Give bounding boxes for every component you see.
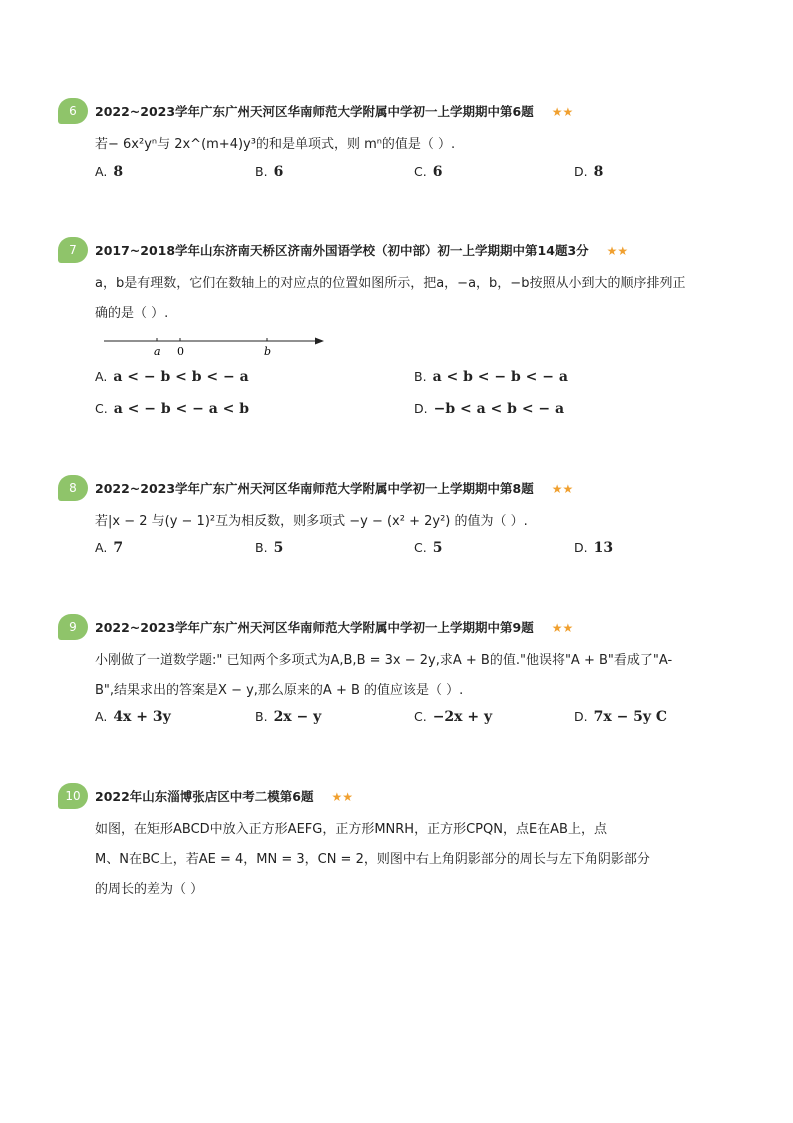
option-c[interactable]: C. 6 bbox=[414, 164, 443, 180]
question-source bbox=[95, 102, 573, 120]
number-line-figure bbox=[102, 331, 332, 359]
option-d[interactable]: D. −b < a < b < − a bbox=[414, 401, 565, 417]
difficulty-stars: ★★ bbox=[551, 482, 574, 496]
option-a[interactable]: A. 4x + 3y bbox=[95, 709, 171, 725]
source-text: 2017~2018学年山东济南天桥区济南外国语学校（初中部）初一上学期期中第14题3分 bbox=[95, 243, 589, 258]
source-text: 2022~2023学年广东广州天河区华南师范大学附属中学初一上学期期中第8题 bbox=[95, 481, 534, 496]
question-number-badge: 7 bbox=[58, 237, 88, 263]
option-a[interactable]: A. 8 bbox=[95, 164, 124, 180]
option-d[interactable]: D. 13 bbox=[574, 540, 614, 556]
question-stem-line-3: 的周长的差为（ ） bbox=[95, 882, 204, 897]
question-source bbox=[95, 241, 628, 259]
option-b[interactable]: B. 2x − y bbox=[255, 709, 322, 725]
option-b[interactable]: B. 6 bbox=[255, 164, 284, 180]
option-d[interactable]: D. 7x − 5y C bbox=[574, 709, 668, 725]
question-number-badge: 6 bbox=[58, 98, 88, 124]
source-text: 2022~2023学年广东广州天河区华南师范大学附属中学初一上学期期中第6题 bbox=[95, 104, 534, 119]
axis-label-a: a bbox=[154, 345, 161, 358]
option-b[interactable]: B. a < b < − b < − a bbox=[414, 369, 568, 385]
question-stem-line-2: B",结果求出的答案是X − y,那么原来的A + B 的值应该是（ ）. bbox=[95, 683, 464, 698]
axis-label-b: b bbox=[264, 345, 272, 358]
question-stem: 若|x − 2 与(y − 1)²互为相反数，则多项式 −y − (x² + 2y²) 的值为（ ）. bbox=[95, 514, 528, 529]
question-source bbox=[95, 618, 573, 636]
option-c[interactable]: C. a < − b < − a < b bbox=[95, 401, 250, 417]
question-stem: 若− 6x²yⁿ与 2x^(m+4)y³的和是单项式，则 mⁿ的值是（ ）. bbox=[95, 137, 456, 152]
question-source bbox=[95, 787, 353, 805]
difficulty-stars: ★★ bbox=[331, 790, 354, 804]
question-stem-line-2: M、N在BC上，若AE = 4，MN = 3，CN = 2，则图中右上角阴影部分的周长与左下角阴影部分 bbox=[95, 852, 650, 867]
difficulty-stars: ★★ bbox=[551, 105, 574, 119]
difficulty-stars: ★★ bbox=[606, 244, 629, 258]
option-c[interactable]: C. −2x + y bbox=[414, 709, 493, 725]
difficulty-stars: ★★ bbox=[551, 621, 574, 635]
option-b[interactable]: B. 5 bbox=[255, 540, 284, 556]
question-stem-line-1: a，b是有理数，它们在数轴上的对应点的位置如图所示，把a，−a，b，−b按照从小到大的顺序排列正 bbox=[95, 276, 686, 291]
question-stem-line-1: 如图，在矩形ABCD中放入正方形AEFG，正方形MNRH，正方形CPQN，点E在AB上，点 bbox=[95, 822, 607, 837]
option-c[interactable]: C. 5 bbox=[414, 540, 443, 556]
question-stem-line-1: 小刚做了一道数学题:" 已知两个多项式为A,B,B = 3x − 2y,求A + B的值."他误将"A + B"看成了"A- bbox=[95, 653, 673, 668]
axis-label-zero: 0 bbox=[177, 345, 184, 358]
source-text: 2022~2023学年广东广州天河区华南师范大学附属中学初一上学期期中第9题 bbox=[95, 620, 534, 635]
option-a[interactable]: A. a < − b < b < − a bbox=[95, 369, 249, 385]
question-source bbox=[95, 479, 573, 497]
question-stem-line-2: 确的是（ ）. bbox=[95, 306, 169, 321]
option-a[interactable]: A. 7 bbox=[95, 540, 124, 556]
question-number-badge: 10 bbox=[58, 783, 88, 809]
source-text: 2022年山东淄博张店区中考二模第6题 bbox=[95, 789, 314, 804]
option-d[interactable]: D. 8 bbox=[574, 164, 604, 180]
question-number-badge: 9 bbox=[58, 614, 88, 640]
question-number-badge: 8 bbox=[58, 475, 88, 501]
